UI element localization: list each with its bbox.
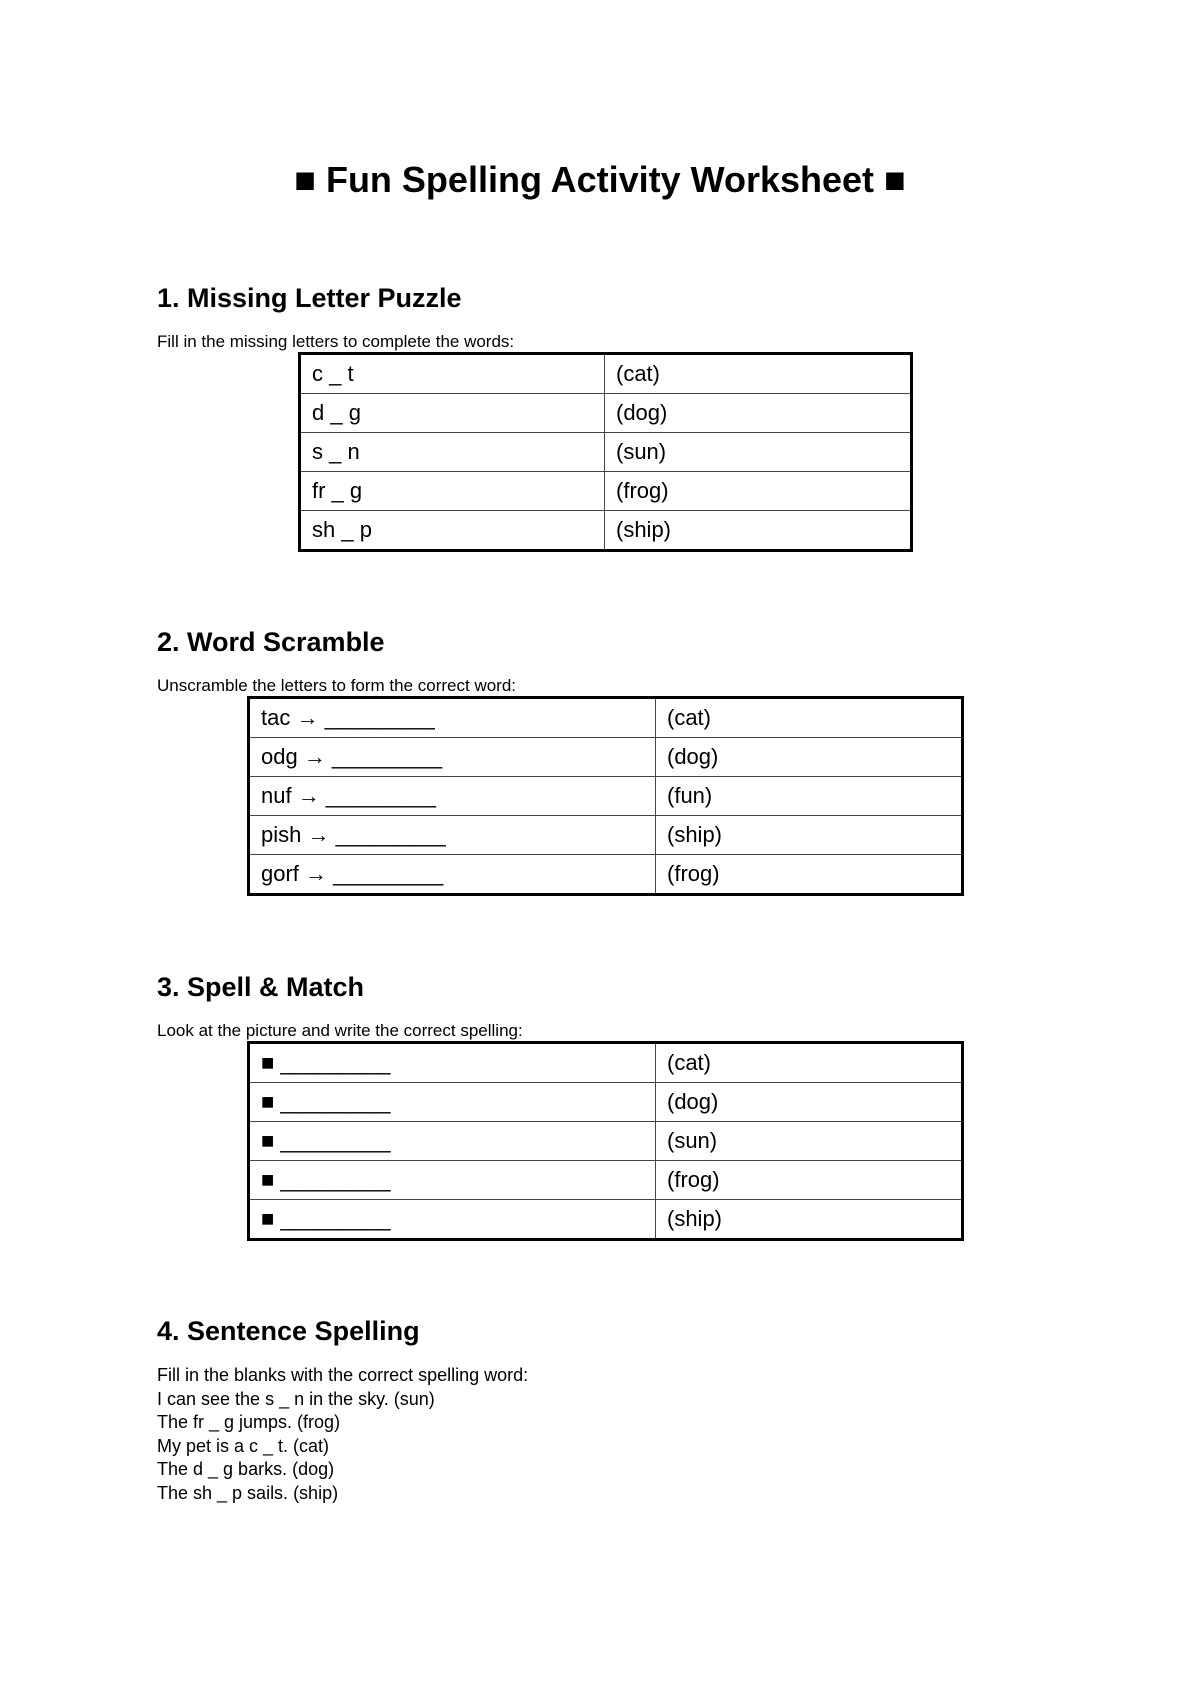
answer-cell: (dog) bbox=[656, 1083, 963, 1122]
prompt-cell[interactable]: odg → _________ bbox=[249, 738, 656, 777]
answer-cell: (frog) bbox=[656, 855, 963, 895]
table-row bbox=[249, 1161, 963, 1200]
answer-cell: (sun) bbox=[605, 433, 912, 472]
prompt-cell[interactable]: ■ _________ bbox=[249, 1122, 656, 1161]
answer-cell: (ship) bbox=[656, 1200, 963, 1240]
sentence-item: I can see the s _ n in the sky. (sun) bbox=[157, 1388, 435, 1409]
section-instruction-word-scramble: Unscramble the letters to form the correct word: bbox=[157, 676, 517, 695]
section-heading-spell-match: 3. Spell & Match bbox=[157, 972, 365, 1002]
missing-letter-table bbox=[298, 352, 913, 552]
prompt-cell[interactable]: fr _ g bbox=[300, 472, 605, 511]
table-row bbox=[249, 698, 963, 738]
word-scramble-table bbox=[247, 696, 964, 896]
section-heading-sentence-spelling: 4. Sentence Spelling bbox=[157, 1316, 420, 1346]
table-row bbox=[300, 354, 912, 394]
prompt-cell[interactable]: d _ g bbox=[300, 394, 605, 433]
table-row bbox=[249, 1043, 963, 1083]
answer-cell: (frog) bbox=[656, 1161, 963, 1200]
worksheet-title: ■ Fun Spelling Activity Worksheet ■ bbox=[294, 159, 906, 200]
sentence-item: My pet is a c _ t. (cat) bbox=[157, 1435, 330, 1456]
table-row bbox=[249, 738, 963, 777]
answer-cell: (sun) bbox=[656, 1122, 963, 1161]
table-row bbox=[249, 816, 963, 855]
table-row bbox=[300, 472, 912, 511]
answer-cell: (ship) bbox=[605, 511, 912, 551]
table-row bbox=[300, 394, 912, 433]
prompt-cell[interactable]: sh _ p bbox=[300, 511, 605, 551]
spell-match-table bbox=[247, 1041, 964, 1241]
prompt-cell[interactable]: pish → _________ bbox=[249, 816, 656, 855]
sentence-item: The sh _ p sails. (ship) bbox=[157, 1482, 339, 1503]
section-heading-missing-letter: 1. Missing Letter Puzzle bbox=[157, 283, 462, 313]
table-row bbox=[249, 1200, 963, 1240]
prompt-cell[interactable]: tac → _________ bbox=[249, 698, 656, 738]
answer-cell: (dog) bbox=[656, 738, 963, 777]
answer-cell: (cat) bbox=[605, 354, 912, 394]
answer-cell: (dog) bbox=[605, 394, 912, 433]
prompt-cell[interactable]: ■ _________ bbox=[249, 1200, 656, 1240]
table-row bbox=[249, 777, 963, 816]
section-instruction-spell-match: Look at the picture and write the correct spelling: bbox=[157, 1021, 523, 1040]
answer-cell: (ship) bbox=[656, 816, 963, 855]
sentence-item: The d _ g barks. (dog) bbox=[157, 1459, 335, 1479]
answer-cell: (cat) bbox=[656, 698, 963, 738]
table-row bbox=[249, 1122, 963, 1161]
section-heading-word-scramble: 2. Word Scramble bbox=[157, 627, 385, 657]
answer-cell: (cat) bbox=[656, 1043, 963, 1083]
prompt-cell[interactable]: ■ _________ bbox=[249, 1043, 656, 1083]
prompt-cell[interactable]: nuf → _________ bbox=[249, 777, 656, 816]
table-row bbox=[249, 855, 963, 895]
answer-cell: (frog) bbox=[605, 472, 912, 511]
sentence-list bbox=[157, 1364, 528, 1505]
sentence-item: The fr _ g jumps. (frog) bbox=[157, 1412, 341, 1432]
prompt-cell[interactable]: c _ t bbox=[300, 354, 605, 394]
table-row bbox=[300, 433, 912, 472]
table-row bbox=[300, 511, 912, 551]
section-instruction-missing-letter: Fill in the missing letters to complete the words: bbox=[157, 332, 515, 351]
prompt-cell[interactable]: gorf → _________ bbox=[249, 855, 656, 895]
table-row bbox=[249, 1083, 963, 1122]
prompt-cell[interactable]: s _ n bbox=[300, 433, 605, 472]
prompt-cell[interactable]: ■ _________ bbox=[249, 1161, 656, 1200]
answer-cell: (fun) bbox=[656, 777, 963, 816]
prompt-cell[interactable]: ■ _________ bbox=[249, 1083, 656, 1122]
section-instruction-sentence-spelling: Fill in the blanks with the correct spelling word: bbox=[157, 1365, 529, 1385]
